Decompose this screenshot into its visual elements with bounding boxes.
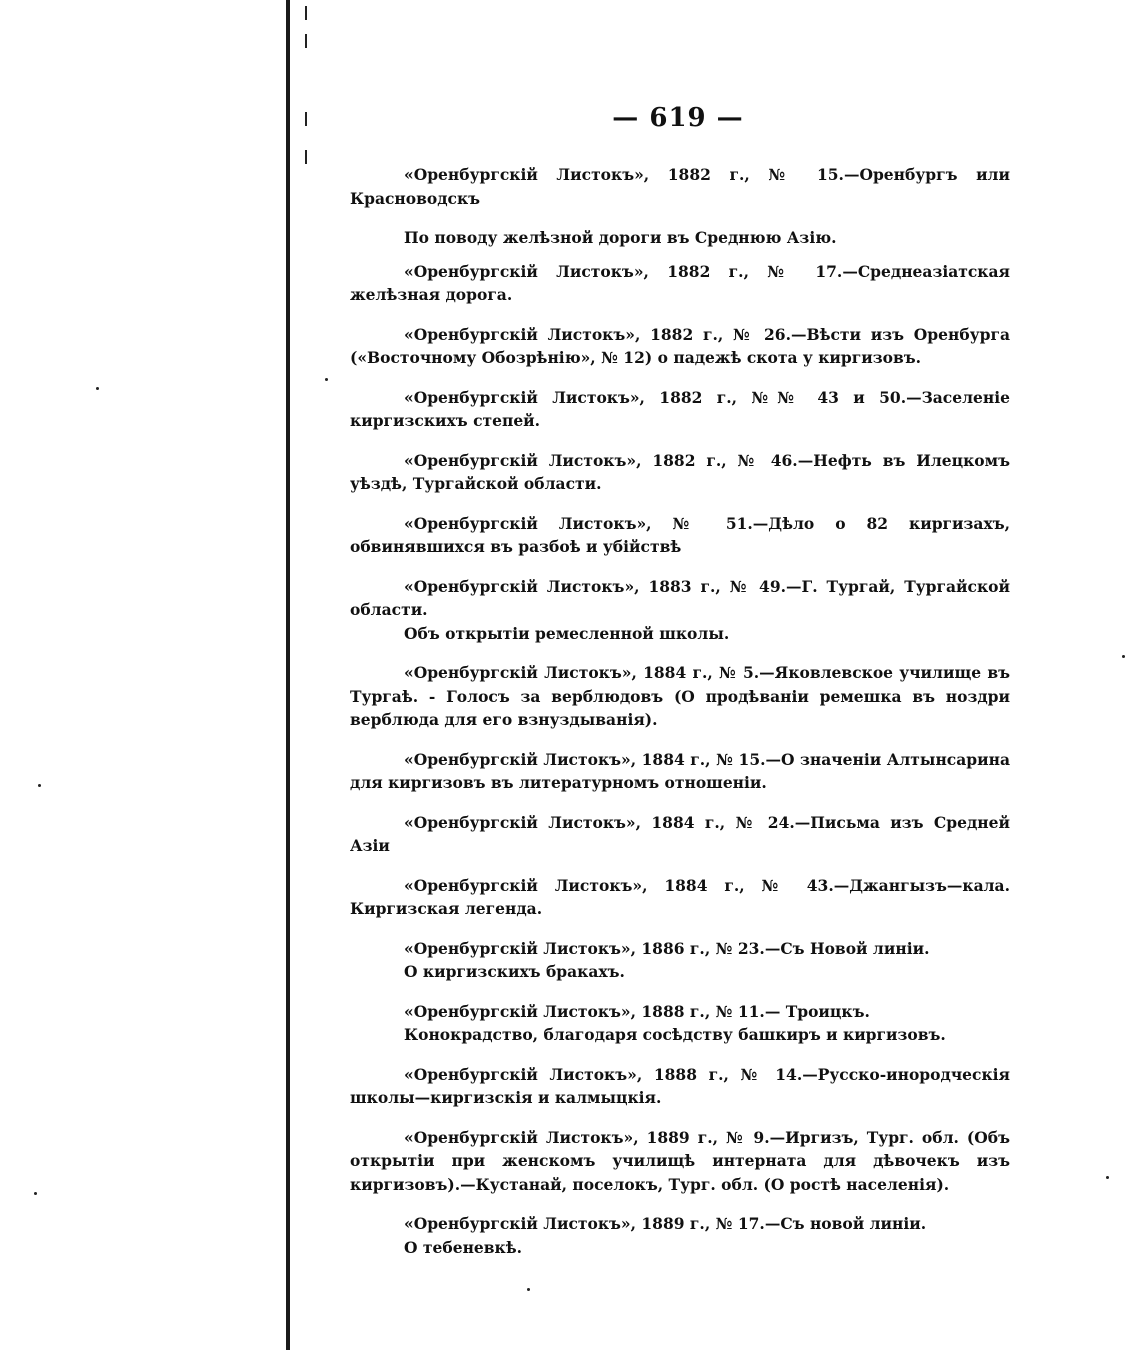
page-binding-line (286, 0, 290, 1350)
entry-subline: Конокрадство, благодаря сосѣдству башкиръ и киргизовъ. (404, 1025, 946, 1044)
entry-text: «Оренбургскій Листокъ», 1882 г., № 17.—Среднеазіатская желѣзная дорога. (350, 261, 1010, 304)
entry-text: «Оренбургскій Листокъ», 1884 г., № 15.—О значеніи Алтынсарина для киргизовъ въ литературномъ отношеніи. (350, 749, 1010, 792)
entry-text: «Оренбургскій Листокъ», 1888 г., № 14.—Русско-инородческія школы—киргизскія и калмыцкія. (350, 1064, 1010, 1107)
entry-text: По поводу желѣзной дороги въ Среднюю Азію. (404, 228, 837, 247)
bibliography-entry (350, 748, 1010, 795)
scan-speck (527, 1288, 530, 1291)
entry-text: «Оренбургскій Листокъ», 1882 г., № 26.—Вѣсти изъ Оренбурга («Восточному Обозрѣнію», № 12) о падежѣ скота у киргизовъ. (350, 324, 1010, 367)
entry-text: «Оренбургскій Листокъ», 1883 г., № 49.—Г. Тургай, Тургайской области. (350, 576, 1010, 619)
scan-speck (1106, 1176, 1109, 1179)
scan-speck (34, 1192, 37, 1195)
entry-text: «Оренбургскій Листокъ», 1886 г., № 23.—Съ Новой линіи. (404, 938, 930, 958)
bibliography-entry (350, 260, 1010, 307)
entry-text: «Оренбургскій Листокъ», 1882 г., № 46.—Нефть въ Илецкомъ уѣздѣ, Тургайской области. (350, 450, 1010, 493)
page-number: — 619 — (612, 103, 744, 133)
bibliography-entry (350, 937, 1010, 984)
bibliography-note (350, 226, 1010, 250)
entry-text: «Оренбургскій Листокъ», 1882 г., № 15.—Оренбургъ или Красноводскъ (350, 165, 1010, 208)
scan-speck (325, 378, 328, 381)
binding-mark (305, 150, 307, 164)
bibliography-entry (350, 575, 1010, 646)
binding-mark (305, 34, 307, 48)
entry-subline: Объ открытіи ремесленной школы. (404, 623, 730, 643)
scan-speck (38, 784, 41, 787)
bibliography-entry (350, 811, 1010, 858)
bibliography-list (350, 163, 1010, 1275)
bibliography-entry (350, 661, 1010, 732)
scan-speck (96, 387, 99, 390)
bibliography-entry (350, 323, 1010, 370)
entry-subline: О киргизскихъ бракахъ. (404, 962, 625, 981)
bibliography-entry (350, 874, 1010, 921)
bibliography-entry (350, 1212, 1010, 1259)
entry-subline: О тебеневкѣ. (404, 1237, 523, 1257)
entry-text: «Оренбургскій Листокъ», № 51.—Дѣло о 82 киргизахъ, обвинявшихся въ разбоѣ и убійствѣ (350, 513, 1010, 556)
bibliography-entry (350, 449, 1010, 496)
entry-text: «Оренбургскій Листокъ», 1884 г., № 24.—Письма изъ Средней Азіи (350, 812, 1010, 855)
entry-text: «Оренбургскій Листокъ», 1882 г., №№ 43 и 50.—Заселеніе киргизскихъ степей. (350, 387, 1010, 430)
bibliography-entry (350, 1126, 1010, 1197)
bibliography-entry (350, 512, 1010, 559)
bibliography-entry (350, 163, 1010, 210)
binding-mark (305, 6, 307, 20)
bibliography-entry (350, 1000, 1010, 1047)
entry-text: «Оренбургскій Листокъ», 1884 г., № 43.—Джангызъ—кала. Киргизская легенда. (350, 875, 1010, 918)
entry-text: «Оренбургскій Листокъ», 1889 г., № 9.—Иргизъ, Тург. обл. (Объ открытіи при женскомъ училищѣ интерната для дѣвочекъ изъ киргизовъ).—Кустанай, поселокъ, Тург. обл. (О ростѣ населенія). (350, 1127, 1010, 1194)
scan-speck (1122, 655, 1125, 658)
entry-text: «Оренбургскій Листокъ», 1884 г., № 5.—Яковлевское училище въ Тургаѣ. - Голосъ за верблюдовъ (О продѣваніи ремешка въ ноздри верблюда для его взнуздыванія). (350, 663, 1010, 729)
bibliography-entry (350, 1063, 1010, 1110)
bibliography-entry (350, 386, 1010, 433)
entry-text: «Оренбургскій Листокъ», 1888 г., № 11.— Троицкъ. (404, 1001, 870, 1021)
entry-text: «Оренбургскій Листокъ», 1889 г., № 17.—Съ новой линіи. (404, 1214, 927, 1233)
